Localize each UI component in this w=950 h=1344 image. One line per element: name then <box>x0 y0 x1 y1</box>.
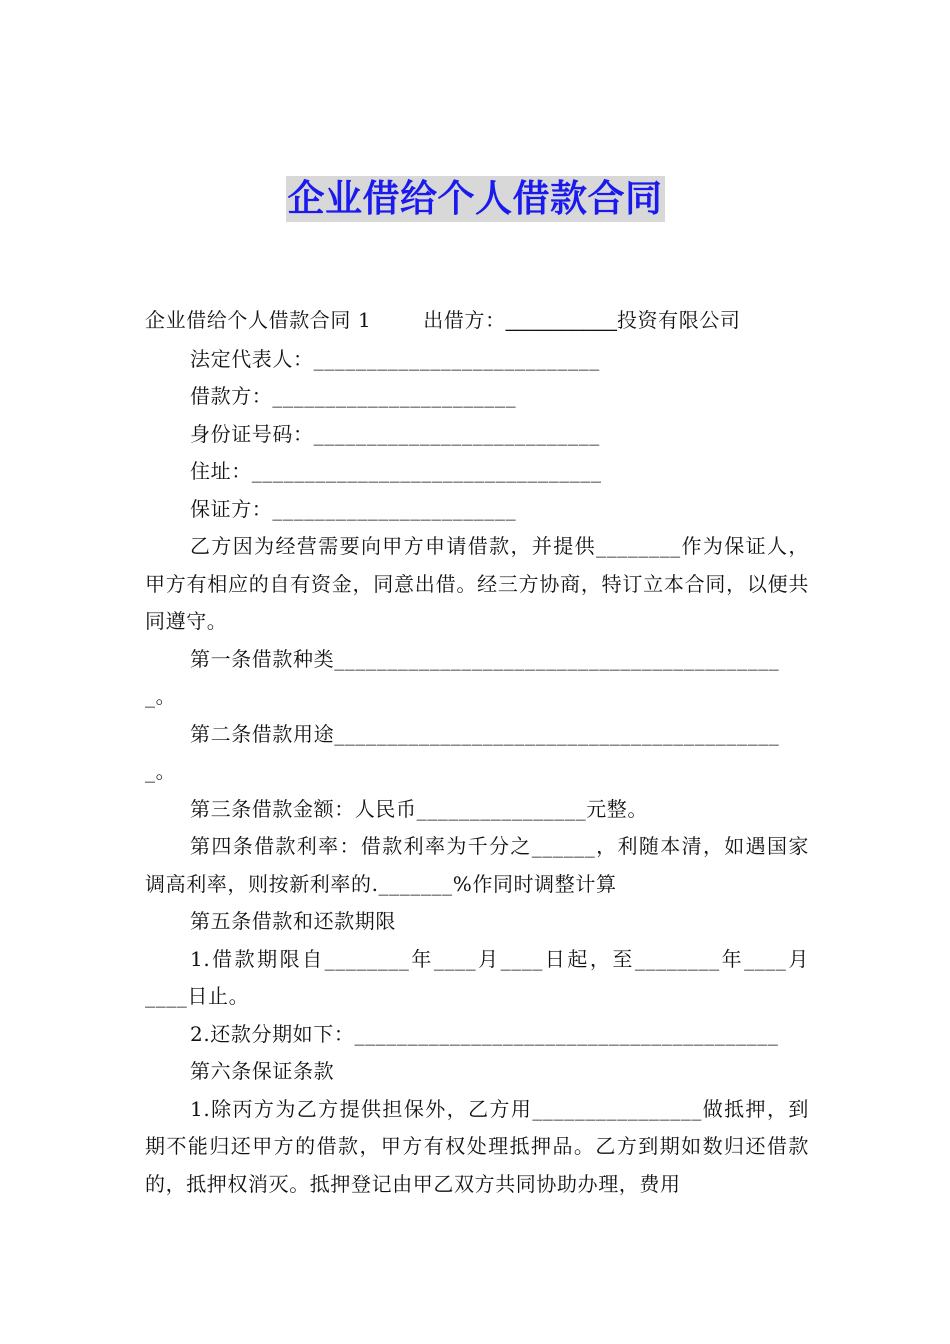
lender-suffix: 投资有限公司 <box>616 308 741 332</box>
article-1-end: _。 <box>145 684 177 708</box>
document-title: 企业借给个人借款合同 <box>287 177 663 220</box>
article-5-title: 第五条借款和还款期限 <box>190 909 396 933</box>
lender-prefix: 出借方： <box>423 308 506 332</box>
contract-body <box>145 302 809 1203</box>
address-line: 住址：_________________________________ <box>190 459 602 483</box>
article-2-line: 第二条借款用途__________________________________________ <box>190 721 780 746</box>
article-2-end: _。 <box>145 759 177 783</box>
article-5-term: 1.借款期限自________年____月____日起，至________年____月____日止。 <box>145 946 809 1008</box>
preamble-paragraph: 乙方因为经营需要向甲方申请借款，并提供________作为保证人，甲方有相应的自有资金，同意出借。经三方协商，特订立本合同，以便共同遵守。 <box>145 534 809 633</box>
article-6-clause-1: 1.除丙方为乙方提供担保外，乙方用________________做抵押，到期不能归还甲方的借款，甲方有权处理抵押品。乙方到期如数归还借款的，抵押权消灭。抵押登记由甲乙双方共同协助办理，费用 <box>145 1096 809 1196</box>
article-4-paragraph: 第四条借款利率：借款利率为千分之______，利随本清，如遇国家调高利率，则按新利率的._______%作同时调整计算 <box>145 834 809 896</box>
title-container <box>0 176 950 222</box>
legal-rep-line: 法定代表人：___________________________ <box>190 346 600 371</box>
article-6-title: 第六条保证条款 <box>190 1059 335 1083</box>
article-1-line: 第一条借款种类__________________________________________ <box>190 646 780 671</box>
contract-header-line <box>145 302 809 341</box>
borrower-line: 借款方：_______________________ <box>190 384 517 408</box>
article-5-installments: 2.还款分期如下：________________________________________ <box>190 1021 779 1046</box>
contract-label: 企业借给个人借款合同 1 <box>145 308 372 332</box>
lender-blank: __________ <box>505 310 617 332</box>
id-number-line: 身份证号码：___________________________ <box>190 421 600 446</box>
guarantor-line: 保证方：_______________________ <box>190 496 517 521</box>
article-3-line: 第三条借款金额：人民币________________元整。 <box>190 796 648 821</box>
